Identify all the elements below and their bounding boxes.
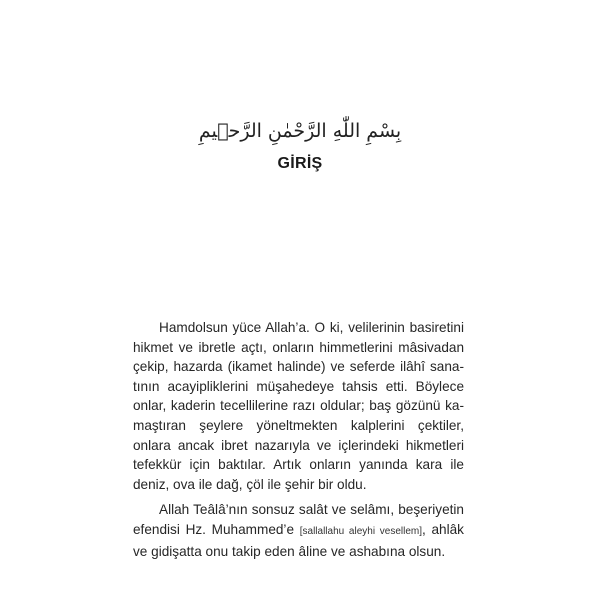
paragraph-1: Hamdolsun yüce Allah’a. O ki, velilerinin basiretini hikmet ve ibretle açtı, onların himmetlerini mâsivadan çekip, hazarda (ikamet halinde) ve seferde ilâhî sanatının acayipliklerini müşahedeye tahsis etti. Böylece onlar, kaderin tecellilerine razı oldular; baş gözünü kamaştıran şeylere yöneltmekten kalplerini çektiler, onlara ancak ibret nazarıyla ve içlerindeki hikmetleri tefekkür için baktılar. Artık onların yanında kara ile deniz, ova ile dağ, çöl ile şehir bir oldu.	[133, 320, 464, 492]
paragraph-2-text-start: Allah Teâlâ’nın sonsuz salât ve selâmı, beşeriyetin efendisi Hz. Muhammed’e	[133, 502, 464, 537]
chapter-title: GİRİŞ	[277, 155, 323, 172]
honorific-note: [sallallahu aleyhi vesellem]	[299, 525, 422, 537]
basmala-calligraphy: بِسْمِ اللّٰهِ الرَّحْمٰنِ الرَّح۪يمِ	[198, 120, 402, 142]
paragraph-2	[133, 500, 464, 561]
body-text	[133, 318, 464, 561]
paragraph-2-text-end: , ahlâk ve gidişatta onu takip eden âline ve ashabına olsun.	[133, 521, 464, 559]
